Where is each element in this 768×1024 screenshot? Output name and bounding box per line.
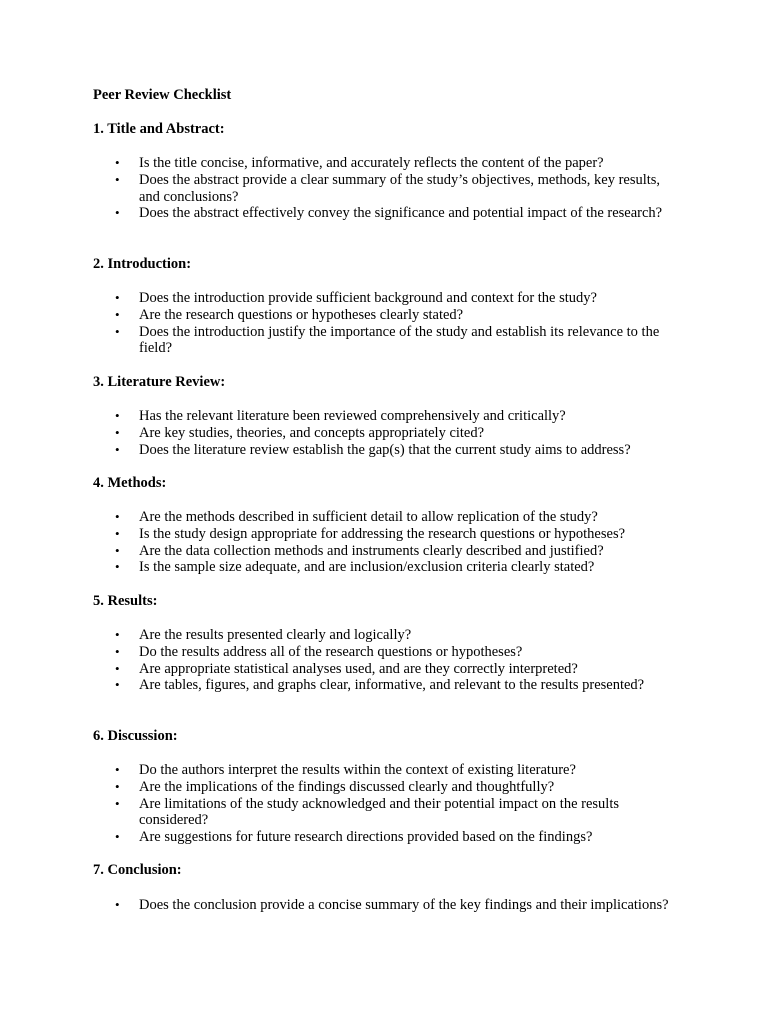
bullet-icon: •: [115, 542, 120, 558]
checklist-item-text: Do the results address all of the research questions or hypotheses?: [139, 643, 523, 660]
checklist-item-text: Do the authors interpret the results within the context of existing literature?: [139, 762, 576, 778]
checklist-item: [0, 205, 679, 222]
checklist-item-text: Are the data collection methods and instruments clearly described and justified?: [139, 542, 604, 559]
checklist-item-text: Does the abstract effectively convey the significance and potential impact of the research?: [139, 205, 663, 222]
bullet-icon: •: [115, 408, 120, 423]
bullet-icon: •: [115, 525, 120, 541]
checklist-item: [0, 677, 679, 694]
checklist-item: [0, 762, 679, 779]
bullet-icon: •: [115, 829, 120, 845]
checklist-item-text: Are the research questions or hypotheses clearly stated?: [139, 306, 464, 323]
checklist-item: [0, 897, 679, 914]
checklist-conclusion: [0, 897, 768, 914]
checklist-item-text: Is the study design appropriate for addressing the research questions or hypotheses?: [139, 525, 626, 542]
checklist-introduction: [0, 290, 768, 357]
checklist-item: [0, 644, 679, 661]
checklist-item: [0, 425, 679, 442]
checklist-item-text: Does the introduction provide sufficient background and context for the study?: [139, 290, 597, 306]
section-heading-title-abstract: 1. Title and Abstract:: [93, 121, 225, 137]
checklist-results: [0, 627, 768, 694]
checklist-item-text: Are key studies, theories, and concepts appropriately cited?: [139, 424, 485, 441]
checklist-item-text: Are appropriate statistical analyses used, and are they correctly interpreted?: [139, 660, 578, 677]
bullet-icon: •: [115, 897, 120, 912]
bullet-icon: •: [115, 323, 120, 339]
checklist-item-text: Has the relevant literature been reviewed comprehensively and critically?: [139, 408, 566, 424]
section-heading-methods: 4. Methods:: [93, 475, 167, 491]
bullet-icon: •: [115, 795, 120, 811]
bullet-icon: •: [115, 643, 120, 659]
checklist-item-text: Does the introduction justify the importance of the study and establish its relevance to the field?: [139, 323, 660, 357]
bullet-icon: •: [115, 762, 120, 777]
checklist-item: [0, 627, 679, 644]
section-heading-results: 5. Results:: [93, 593, 158, 609]
checklist-item: [0, 442, 679, 459]
checklist-methods: [0, 509, 768, 576]
checklist-item: [0, 155, 679, 172]
checklist-item: [0, 172, 679, 206]
checklist-item: [0, 307, 679, 324]
document-title: Peer Review Checklist: [93, 87, 232, 103]
bullet-icon: •: [115, 306, 120, 322]
checklist-item-text: Are the methods described in sufficient detail to allow replication of the study?: [139, 509, 598, 525]
checklist-item: [0, 779, 679, 796]
checklist-item-text: Are the implications of the findings discussed clearly and thoughtfully?: [139, 778, 555, 795]
section-heading-introduction: 2. Introduction:: [93, 256, 192, 272]
bullet-icon: •: [115, 559, 120, 575]
checklist-item: [0, 559, 679, 576]
bullet-icon: •: [115, 441, 120, 457]
checklist-item-text: Are suggestions for future research directions provided based on the findings?: [139, 829, 593, 846]
checklist-item: [0, 408, 679, 425]
bullet-icon: •: [115, 205, 120, 221]
checklist-item: [0, 324, 679, 358]
checklist-item-text: Does the abstract provide a clear summary of the study’s objectives, methods, key results, and conclusions?: [139, 171, 661, 205]
bullet-icon: •: [115, 290, 120, 305]
bullet-icon: •: [115, 171, 120, 187]
checklist-title-abstract: [0, 155, 768, 222]
checklist-item: [0, 509, 679, 526]
checklist-literature-review: [0, 408, 768, 458]
bullet-icon: •: [115, 660, 120, 676]
checklist-item-text: Does the conclusion provide a concise summary of the key findings and their implications?: [139, 897, 669, 913]
bullet-icon: •: [115, 509, 120, 524]
checklist-item: [0, 526, 679, 543]
section-heading-literature-review: 3. Literature Review:: [93, 374, 226, 390]
checklist-item: [0, 290, 679, 307]
checklist-item-text: Are the results presented clearly and logically?: [139, 627, 412, 643]
checklist-item: [0, 829, 679, 846]
checklist-item-text: Is the sample size adequate, and are inclusion/exclusion criteria clearly stated?: [139, 559, 595, 576]
bullet-icon: •: [115, 778, 120, 794]
checklist-item-text: Are tables, figures, and graphs clear, informative, and relevant to the results presented?: [139, 677, 645, 694]
checklist-item: [0, 796, 679, 830]
checklist-discussion: [0, 762, 768, 846]
bullet-icon: •: [115, 677, 120, 693]
bullet-icon: •: [115, 424, 120, 440]
bullet-icon: •: [115, 627, 120, 642]
checklist-item-text: Is the title concise, informative, and accurately reflects the content of the paper?: [139, 155, 604, 171]
section-heading-conclusion: 7. Conclusion:: [93, 862, 182, 878]
bullet-icon: •: [115, 155, 120, 170]
checklist-item: [0, 661, 679, 678]
checklist-item-text: Are limitations of the study acknowledged and their potential impact on the results considered?: [139, 795, 619, 829]
section-heading-discussion: 6. Discussion:: [93, 728, 178, 744]
checklist-item: [0, 543, 679, 560]
checklist-item-text: Does the literature review establish the gap(s) that the current study aims to address?: [139, 441, 631, 458]
